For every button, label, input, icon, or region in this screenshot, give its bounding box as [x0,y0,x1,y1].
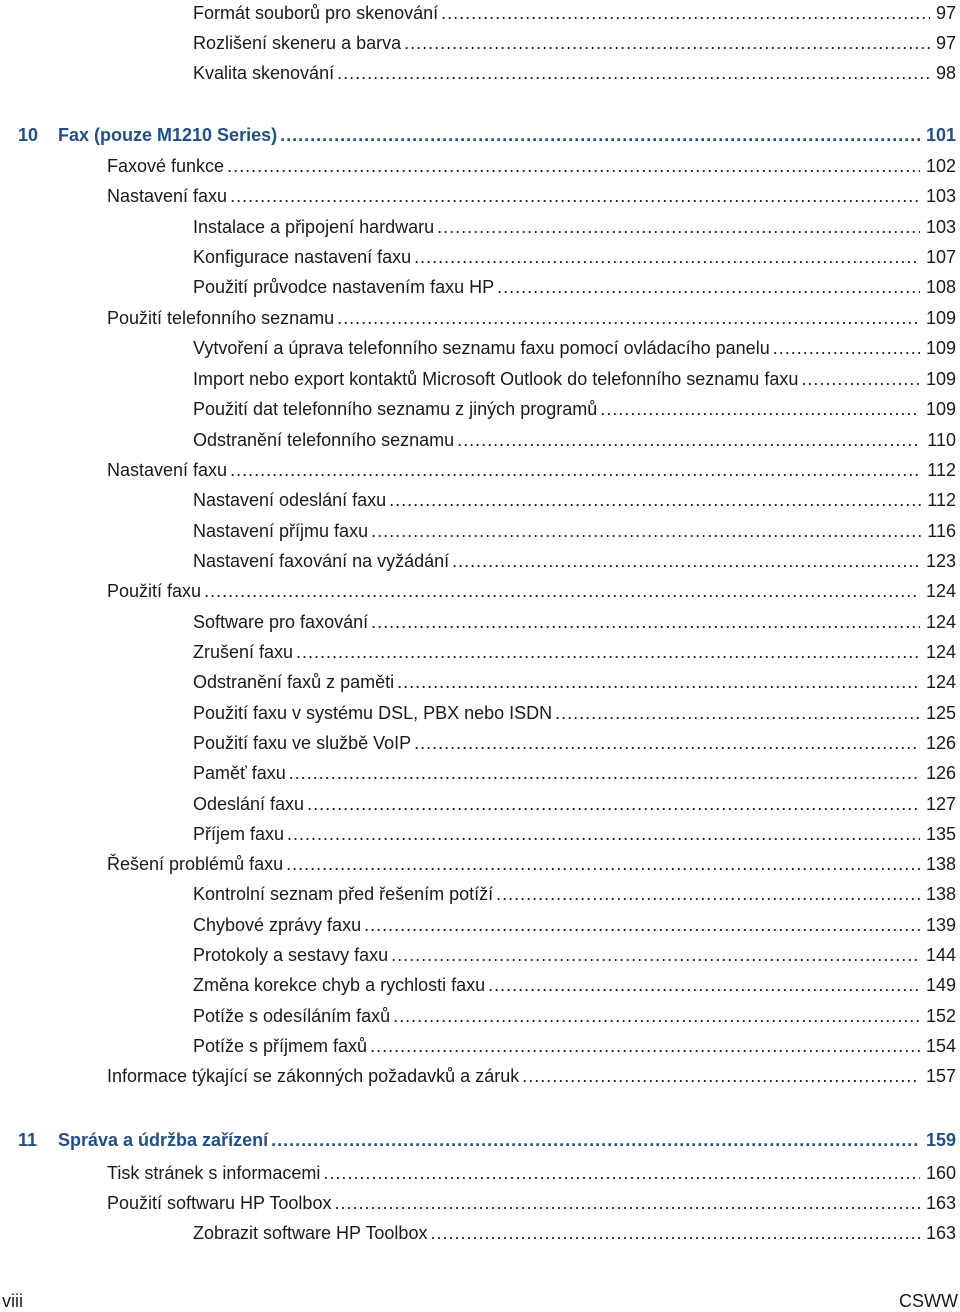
toc-entry[interactable] [193,821,956,847]
toc-entry-title [193,1003,393,1029]
toc-entry-title [107,578,204,604]
toc-entry-text: Potíže s příjmem faxů [193,1036,368,1056]
toc-entry-title [193,912,364,938]
toc-page-number: 109 [925,308,956,328]
dot-leader [497,274,920,300]
toc-entry-title [193,791,307,817]
toc-page-number: 138 [925,854,956,874]
footer-page-number: viii [2,1291,23,1311]
toc-entry-text: Použití dat telefonního seznamu z jiných programů [193,399,598,419]
toc-page-number: 144 [925,945,956,965]
toc-entry[interactable] [193,30,956,56]
toc-page-number: 101 [925,125,956,145]
toc-page-number: 125 [925,703,956,723]
toc-page-number: 103 [925,186,956,206]
dot-leader [404,30,930,56]
dot-leader [391,942,920,968]
toc-page-number: 126 [925,733,956,753]
toc-entry-title [107,457,230,483]
toc-page-number: 97 [935,3,956,23]
toc-entry-text: Použití faxu [107,581,202,601]
toc-entry-title [193,821,287,847]
toc-page-number: 112 [927,490,956,510]
dot-leader [773,335,920,361]
toc-entry-title [193,942,391,968]
toc-entry-title [18,122,280,148]
toc-entry[interactable] [193,244,956,270]
dot-leader [397,669,920,695]
dot-leader [230,457,921,483]
toc-entry[interactable] [193,609,956,635]
toc-entry-title [193,0,441,26]
dot-leader [452,548,920,574]
toc-entry-text: Konfigurace nastavení faxu [193,247,412,267]
toc-entry-title [193,700,555,726]
dot-leader [371,518,921,544]
toc-page-number: 154 [925,1036,956,1056]
toc-entry-text: Instalace a připojení hardwaru [193,217,435,237]
dot-leader [334,1190,919,1216]
toc-entry[interactable] [193,487,956,513]
toc-entry-title [193,274,497,300]
toc-entry[interactable] [107,153,956,179]
toc-entry[interactable] [107,1160,956,1186]
toc-entry-title [193,214,437,240]
toc-entry-title [193,760,289,786]
toc-entry-title [193,972,488,998]
toc-entry-title [107,1063,522,1089]
toc-entry-title [107,1190,334,1216]
dot-leader [371,609,920,635]
toc-entry-text: Správa a údržba zařízení [58,1130,269,1150]
chapter-number: 11 [18,1130,38,1150]
toc-entry[interactable] [107,305,956,331]
toc-entry-title [193,427,457,453]
toc-entry[interactable] [193,548,956,574]
toc-page-number: 160 [925,1163,956,1183]
toc-page-number: 109 [925,338,956,358]
toc-entry-text: Formát souborů pro skenování [193,3,439,23]
dot-leader [496,881,920,907]
toc-entry-title [193,609,371,635]
dot-leader [393,1003,920,1029]
toc-page-number: 108 [925,277,956,297]
toc-entry-title [107,183,230,209]
toc-entry[interactable] [193,791,956,817]
dot-leader [801,366,920,392]
dot-leader [227,153,920,179]
toc-entry[interactable] [107,578,956,604]
toc-entry[interactable] [107,851,956,877]
toc-page-number: 124 [925,672,956,692]
toc-entry-title [107,153,227,179]
toc-page-number: 149 [925,975,956,995]
toc-entry-title [193,60,337,86]
toc-entry-text: Odeslání faxu [193,794,305,814]
toc-entry[interactable] [107,183,956,209]
dot-leader [414,244,920,270]
toc-entry-text: Nastavení odeslání faxu [193,490,387,510]
toc-page-number: 98 [935,63,956,83]
dot-leader [522,1063,920,1089]
dot-leader [307,791,920,817]
toc-entry-text: Paměť faxu [193,763,286,783]
toc-entry-text: Kontrolní seznam před řešením potíží [193,884,494,904]
toc-entry-text: Faxové funkce [107,156,225,176]
toc-page-number: 135 [925,824,956,844]
dot-leader [430,1220,920,1246]
dot-leader [323,1160,920,1186]
toc-entry[interactable] [193,760,956,786]
toc-entry-text: Použití faxu v systému DSL, PBX nebo ISDN [193,703,553,723]
toc-entry-text: Nastavení faxu [107,460,228,480]
toc-entry[interactable] [193,274,956,300]
toc-page-number: 109 [925,369,956,389]
dot-leader [364,912,920,938]
dot-leader [457,427,921,453]
toc-entry[interactable] [193,912,956,938]
dot-leader [337,305,920,331]
toc-page-number: 110 [927,430,956,450]
toc-page-number: 139 [925,915,956,935]
toc-entry-title [193,30,404,56]
toc-entry-text: Potíže s odesíláním faxů [193,1006,391,1026]
toc-page-number: 163 [925,1193,956,1213]
toc-entry-text: Nastavení příjmu faxu [193,521,369,541]
toc-entry[interactable] [193,942,956,968]
toc-entry-text: Použití průvodce nastavením faxu HP [193,277,495,297]
toc-page-number: 102 [925,156,956,176]
toc-page-number: 97 [935,33,956,53]
dot-leader [441,0,930,26]
toc-entry-title [18,1127,271,1153]
dot-leader [204,578,920,604]
toc-entry-title [193,881,496,907]
toc-entry[interactable] [193,700,956,726]
toc-entry-text: Použití softwaru HP Toolbox [107,1193,332,1213]
toc-page-number: 107 [925,247,956,267]
toc-entry-title [193,548,452,574]
toc-page-number: 127 [925,794,956,814]
toc-page-number: 124 [925,642,956,662]
toc-entry-text: Řešení problémů faxu [107,854,284,874]
toc-entry[interactable] [193,972,956,998]
chapter-number: 10 [18,125,39,145]
toc-page-number: 159 [925,1130,956,1150]
toc-entry[interactable] [193,396,956,422]
toc-entry-text: Vytvoření a úprava telefonního seznamu faxu pomocí ovládacího panelu [193,338,770,358]
toc-entry[interactable] [193,60,956,86]
toc-page-number: 138 [925,884,956,904]
toc-entry-text: Informace týkající se zákonných požadavků a záruk [107,1066,520,1086]
toc-page-number: 109 [925,399,956,419]
toc-entry[interactable] [193,214,956,240]
dot-leader [370,1033,920,1059]
dot-leader [555,700,920,726]
dot-leader [414,730,920,756]
toc-page-number: 123 [925,551,956,571]
toc-entry[interactable] [193,1033,956,1059]
toc-page-number: 124 [925,612,956,632]
toc-entry-text: Protokoly a sestavy faxu [193,945,389,965]
toc-page-number: 103 [925,217,956,237]
dot-leader [289,760,920,786]
toc-entry[interactable] [193,639,956,665]
footer-document-code: CSWW [899,1291,958,1311]
toc-page-number: 163 [925,1223,956,1243]
toc-entry-title [193,639,296,665]
dot-leader [437,214,920,240]
toc-entry-title [193,730,414,756]
toc-entry[interactable] [193,669,956,695]
dot-leader [230,183,920,209]
toc-entry-text: Kvalita skenování [193,63,335,83]
toc-entry[interactable] [193,1003,956,1029]
toc-entry-text: Použití telefonního seznamu [107,308,335,328]
toc-entry-text: Chybové zprávy faxu [193,915,362,935]
dot-leader [280,122,920,148]
toc-entry[interactable] [193,335,956,361]
toc-page-number: 116 [927,521,956,541]
toc-entry-title [193,518,371,544]
toc-page-number: 152 [925,1006,956,1026]
toc-entry-text: Změna korekce chyb a rychlosti faxu [193,975,486,995]
toc-entry-title [107,851,286,877]
dot-leader [337,60,930,86]
toc-entry-title [193,487,389,513]
toc-entry-title [107,1160,323,1186]
dot-leader [600,396,920,422]
toc-entry[interactable] [107,1063,956,1089]
toc-entry-title [193,335,773,361]
dot-leader [286,851,920,877]
dot-leader [296,639,920,665]
toc-chapter[interactable] [18,122,956,148]
toc-entry[interactable] [107,1190,956,1216]
toc-chapter[interactable] [18,1127,956,1153]
toc-entry-text: Zrušení faxu [193,642,294,662]
toc-entry-text: Použití faxu ve službě VoIP [193,733,412,753]
toc-entry[interactable] [193,730,956,756]
toc-page-number: 124 [925,581,956,601]
toc-entry-title [193,1220,430,1246]
toc-page-number: 157 [925,1066,956,1086]
dot-leader [488,972,920,998]
toc-entry-title [193,669,397,695]
toc-entry-text: Rozlišení skeneru a barva [193,33,402,53]
toc-entry-title [193,1033,370,1059]
toc-entry-text: Software pro faxování [193,612,369,632]
toc-entry[interactable] [193,518,956,544]
toc-entry-title [193,396,600,422]
toc-entry-text: Import nebo export kontaktů Microsoft Outlook do telefonního seznamu faxu [193,369,799,389]
toc-entry-text: Fax (pouze M1210 Series) [58,125,278,145]
toc-entry-title [193,244,414,270]
toc-entry[interactable] [193,427,956,453]
dot-leader [389,487,921,513]
toc-page-number: 112 [927,460,956,480]
toc-entry-title [193,366,801,392]
dot-leader [271,1127,920,1153]
dot-leader [287,821,920,847]
toc-entry-text: Odstranění telefonního seznamu [193,430,455,450]
toc-entry-text: Příjem faxu [193,824,285,844]
toc-entry-title [107,305,337,331]
toc-entry[interactable] [193,1220,956,1246]
toc-entry-text: Tisk stránek s informacemi [107,1163,321,1183]
toc-entry-text: Nastavení faxu [107,186,228,206]
toc-page-number: 126 [925,763,956,783]
toc-entry[interactable] [193,0,956,26]
toc-entry[interactable] [193,366,956,392]
toc-entry[interactable] [107,457,956,483]
toc-entry-text: Nastavení faxování na vyžádání [193,551,450,571]
toc-entry-text: Zobrazit software HP Toolbox [193,1223,428,1243]
toc-entry-text: Odstranění faxů z paměti [193,672,395,692]
toc-entry[interactable] [193,881,956,907]
